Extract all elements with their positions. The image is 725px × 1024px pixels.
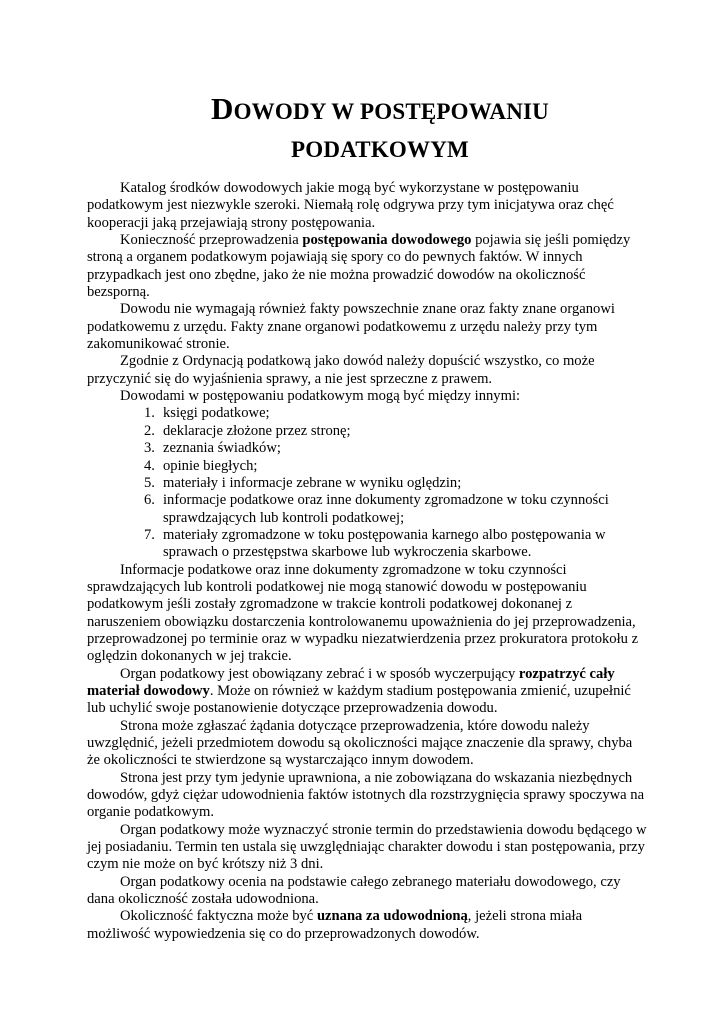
page-title-line-2: PODATKOWYM [291,137,469,162]
paragraph-11: Organ podatkowy ocenia na podstawie całego zebranego materiału dowodowego, czy dana okoliczność została udowodniona. [87,873,621,908]
paragraph-7-part-b: . Może on również w każdym stadium postępowania zmienić, uzupełnić lub uchylić swoje postanowienie dotyczące przeprowadzenia dowodu. [87,682,631,717]
list-item-text: informacje podatkowe oraz inne dokumenty zgromadzone w toku czynności sprawdzających lub kontroli podatkowej; [163,492,609,526]
list-item-text: księgi podatkowe; [163,405,270,422]
paragraph-2-part-a: Konieczność przeprowadzenia [120,232,303,249]
paragraph-7 [87,666,647,718]
list-item [144,405,647,422]
paragraph-3: Dowodu nie wymagają również fakty powszechnie znane oraz fakty znane organowi podatkowemu z urzędu. Fakty znane organowi podatkowemu z urzędu należy przy tym zakomunikować stronie. [87,301,615,353]
list-item [144,458,647,475]
list-item-number: 1. [144,405,155,422]
list-item-text: materiały zgromadzone w toku postępowania karnego albo postępowania w sprawach o przestępstwa skarbowe lub wykroczenia skarbowe. [163,526,606,561]
paragraph-6: Informacje podatkowe oraz inne dokumenty zgromadzone w toku czynności sprawdzających lub kontroli podatkowej nie mogą stanowić dowodu w postępowaniu podatkowym jeśli zostały zgromadzone w trakcie kontroli podatkowej dokonanej z naruszeniem obowiązku dostarczenia kontrolowanemu upoważnienia do jej przeprowadzenia, przeprowadzonej po terminie oraz w wypadku niezatwierdzenia przez prokuratora protokołu z oględzin dokonanych w jej trakcie. [87,561,639,665]
list-item-text: opinie biegłych; [163,457,258,474]
list-item-number: 2. [144,422,155,439]
paragraph-4: Zgodnie z Ordynacją podatkową jako dowód należy dopuścić wszystko, co może przyczynić się do wyjaśnienia sprawy, a nie jest sprzeczne z prawem. [87,353,595,387]
list-item [144,440,647,457]
paragraph-12-bold: uznana za udowodnioną [316,908,468,925]
list-item [144,492,647,527]
paragraph-1: Katalog środków dowodowych jakie mogą być wykorzystane w postępowaniu podatkowym jest niezwykle szeroki. Niemałą rolę odgrywa przy tym inicjatywa oraz chęć kooperacji jaką przejawiają strony postępowania. [87,180,614,231]
list-item-text: materiały i informacje zebrane w wyniku oględzin; [163,474,462,491]
evidence-list [87,405,647,561]
paragraph-2-bold: postępowania dowodowego [302,232,472,249]
title-rest: OWODY W POSTĘPOWANIU [233,99,549,124]
list-item-number: 7. [144,526,155,543]
paragraph-12-part-a: Okoliczność faktyczna może być [120,908,317,925]
list-item-text: deklaracje złożone przez stronę; [163,422,351,439]
document-body [87,180,647,943]
list-item-number: 3. [144,440,155,457]
list-item-number: 4. [144,457,155,474]
paragraph-2 [87,232,647,301]
paragraph-2-part-b: pojawia się jeśli pomiędzy stroną a organem podatkowym pojawiają się spory co do pewnych faktów. W innych przypadkach jest ono zbędne, jako że nie można prowadzić dowodów na okoliczność bezsporną. [87,232,631,301]
list-item-text: zeznania świadków; [163,440,281,457]
paragraph-5: Dowodami w postępowaniu podatkowym mogą być między innymi: [120,388,521,405]
paragraph-10: Organ podatkowy może wyznaczyć stronie termin do przedstawienia dowodu będącego w jej posiadaniu. Termin ten ustala się uwzględniając charakter dowodu i stan postępowania, przy czym nie może on być krótszy niż 3 dni. [87,821,647,873]
title-initial: D [211,91,234,126]
list-item-number: 5. [144,474,155,491]
paragraph-7-part-a: Organ podatkowy jest obowiązany zebrać i w sposób wyczerpujący [120,665,519,682]
paragraph-9: Strona jest przy tym jedynie uprawniona, a nie zobowiązana do wskazania niezbędnych dowodów, gdyż ciężar udowodnienia faktów istotnych dla rozstrzygnięcia sprawy spoczywa na organie podatkowym. [87,769,645,821]
paragraph-12-part-b: , jeżeli strona miała możliwość wypowiedzenia się co do przeprowadzonych dowodów. [87,908,583,942]
list-item-number: 6. [144,492,155,509]
paragraph-7-bold: rozpatrzyć cały materiał dowodowy [87,665,615,699]
list-item [144,423,647,440]
paragraph-12 [87,908,647,943]
list-item [144,527,647,562]
paragraph-8: Strona może zgłaszać żądania dotyczące przeprowadzenia, które dowodu należy uwzględnić, jeżeli przedmiotem dowodu są okoliczności mające znaczenie dla sprawy, chyba że okoliczności te stwierdzone są wystarczająco innym dowodem. [87,717,633,769]
list-item [144,475,647,492]
page-title-line-1 [60,90,700,131]
